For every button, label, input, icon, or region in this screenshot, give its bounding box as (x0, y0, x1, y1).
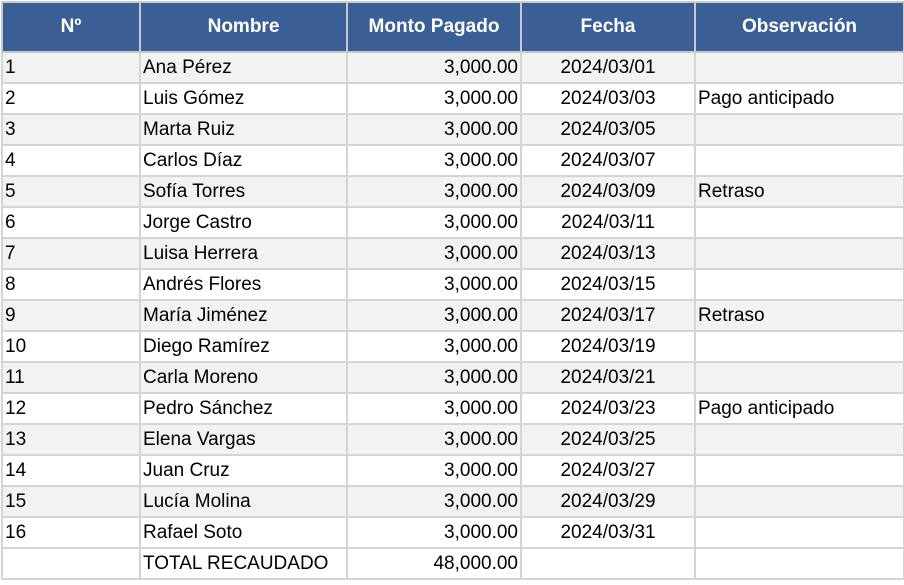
cell-amount[interactable]: 3,000.00 (347, 52, 521, 83)
table-row (2, 83, 904, 114)
cell-num[interactable]: 16 (2, 517, 140, 548)
table-row (2, 176, 904, 207)
cell-observation[interactable] (695, 331, 904, 362)
cell-observation[interactable] (695, 269, 904, 300)
cell-amount[interactable]: 3,000.00 (347, 145, 521, 176)
table-row (2, 424, 904, 455)
cell-name[interactable]: Diego Ramírez (140, 331, 347, 362)
cell-observation[interactable] (695, 455, 904, 486)
cell-amount[interactable]: 3,000.00 (347, 486, 521, 517)
cell-date[interactable]: 2024/03/09 (521, 176, 695, 207)
cell-amount[interactable]: 3,000.00 (347, 269, 521, 300)
total-label[interactable]: TOTAL RECAUDADO (140, 548, 347, 579)
table-row (2, 52, 904, 83)
header-cell-obs[interactable]: Observación (695, 2, 904, 52)
cell-name[interactable]: Sofía Torres (140, 176, 347, 207)
cell-num[interactable]: 10 (2, 331, 140, 362)
cell-name[interactable]: Juan Cruz (140, 455, 347, 486)
cell-name[interactable]: Rafael Soto (140, 517, 347, 548)
cell-num[interactable]: 7 (2, 238, 140, 269)
cell-amount[interactable]: 3,000.00 (347, 207, 521, 238)
table-row (2, 269, 904, 300)
payments-table (1, 1, 904, 580)
table-row (2, 331, 904, 362)
cell-empty[interactable] (521, 548, 695, 579)
table-row (2, 207, 904, 238)
cell-amount[interactable]: 3,000.00 (347, 176, 521, 207)
cell-num[interactable]: 1 (2, 52, 140, 83)
cell-observation[interactable]: Pago anticipado (695, 83, 904, 114)
cell-date[interactable]: 2024/03/15 (521, 269, 695, 300)
cell-date[interactable]: 2024/03/27 (521, 455, 695, 486)
cell-observation[interactable] (695, 52, 904, 83)
cell-amount[interactable]: 3,000.00 (347, 455, 521, 486)
cell-date[interactable]: 2024/03/07 (521, 145, 695, 176)
cell-amount[interactable]: 3,000.00 (347, 517, 521, 548)
cell-date[interactable]: 2024/03/17 (521, 300, 695, 331)
cell-num[interactable]: 11 (2, 362, 140, 393)
cell-name[interactable]: Ana Pérez (140, 52, 347, 83)
cell-amount[interactable]: 3,000.00 (347, 83, 521, 114)
table-body (2, 52, 904, 579)
table-row (2, 145, 904, 176)
cell-observation[interactable]: Retraso (695, 176, 904, 207)
cell-observation[interactable] (695, 114, 904, 145)
cell-date[interactable]: 2024/03/25 (521, 424, 695, 455)
cell-amount[interactable]: 3,000.00 (347, 393, 521, 424)
cell-num[interactable]: 9 (2, 300, 140, 331)
cell-date[interactable]: 2024/03/13 (521, 238, 695, 269)
cell-num[interactable]: 13 (2, 424, 140, 455)
cell-name[interactable]: Marta Ruiz (140, 114, 347, 145)
table-row (2, 517, 904, 548)
cell-observation[interactable]: Pago anticipado (695, 393, 904, 424)
table-row (2, 362, 904, 393)
cell-name[interactable]: Jorge Castro (140, 207, 347, 238)
cell-empty[interactable] (2, 548, 140, 579)
header-cell-name[interactable]: Nombre (140, 2, 347, 52)
cell-date[interactable]: 2024/03/21 (521, 362, 695, 393)
cell-name[interactable]: Luis Gómez (140, 83, 347, 114)
cell-name[interactable]: María Jiménez (140, 300, 347, 331)
cell-name[interactable]: Lucía Molina (140, 486, 347, 517)
table-row (2, 393, 904, 424)
total-row (2, 548, 904, 579)
table-row (2, 238, 904, 269)
cell-observation[interactable] (695, 145, 904, 176)
cell-empty[interactable] (695, 548, 904, 579)
cell-num[interactable]: 2 (2, 83, 140, 114)
cell-num[interactable]: 6 (2, 207, 140, 238)
cell-amount[interactable]: 3,000.00 (347, 331, 521, 362)
cell-date[interactable]: 2024/03/23 (521, 393, 695, 424)
table-row (2, 114, 904, 145)
cell-observation[interactable] (695, 207, 904, 238)
cell-observation[interactable] (695, 362, 904, 393)
cell-amount[interactable]: 3,000.00 (347, 300, 521, 331)
table-row (2, 300, 904, 331)
cell-name[interactable]: Carla Moreno (140, 362, 347, 393)
cell-observation[interactable] (695, 486, 904, 517)
cell-observation[interactable] (695, 424, 904, 455)
cell-date[interactable]: 2024/03/03 (521, 83, 695, 114)
cell-name[interactable]: Pedro Sánchez (140, 393, 347, 424)
cell-num[interactable]: 15 (2, 486, 140, 517)
cell-date[interactable]: 2024/03/19 (521, 331, 695, 362)
table-row (2, 455, 904, 486)
header-cell-amount[interactable]: Monto Pagado (347, 2, 521, 52)
cell-num[interactable]: 5 (2, 176, 140, 207)
cell-date[interactable]: 2024/03/05 (521, 114, 695, 145)
cell-num[interactable]: 8 (2, 269, 140, 300)
cell-amount[interactable]: 3,000.00 (347, 362, 521, 393)
header-cell-num[interactable]: Nº (2, 2, 140, 52)
cell-num[interactable]: 14 (2, 455, 140, 486)
cell-num[interactable]: 4 (2, 145, 140, 176)
cell-name[interactable]: Carlos Díaz (140, 145, 347, 176)
cell-observation[interactable]: Retraso (695, 300, 904, 331)
cell-date[interactable]: 2024/03/01 (521, 52, 695, 83)
cell-date[interactable]: 2024/03/31 (521, 517, 695, 548)
cell-date[interactable]: 2024/03/11 (521, 207, 695, 238)
cell-amount[interactable]: 3,000.00 (347, 238, 521, 269)
cell-name[interactable]: Elena Vargas (140, 424, 347, 455)
table-row (2, 486, 904, 517)
total-amount[interactable]: 48,000.00 (347, 548, 521, 579)
cell-num[interactable]: 3 (2, 114, 140, 145)
cell-num[interactable]: 12 (2, 393, 140, 424)
cell-observation[interactable] (695, 517, 904, 548)
cell-observation[interactable] (695, 238, 904, 269)
cell-amount[interactable]: 3,000.00 (347, 424, 521, 455)
cell-amount[interactable]: 3,000.00 (347, 114, 521, 145)
cell-name[interactable]: Luisa Herrera (140, 238, 347, 269)
header-cell-date[interactable]: Fecha (521, 2, 695, 52)
cell-name[interactable]: Andrés Flores (140, 269, 347, 300)
cell-date[interactable]: 2024/03/29 (521, 486, 695, 517)
header-row (2, 2, 904, 52)
